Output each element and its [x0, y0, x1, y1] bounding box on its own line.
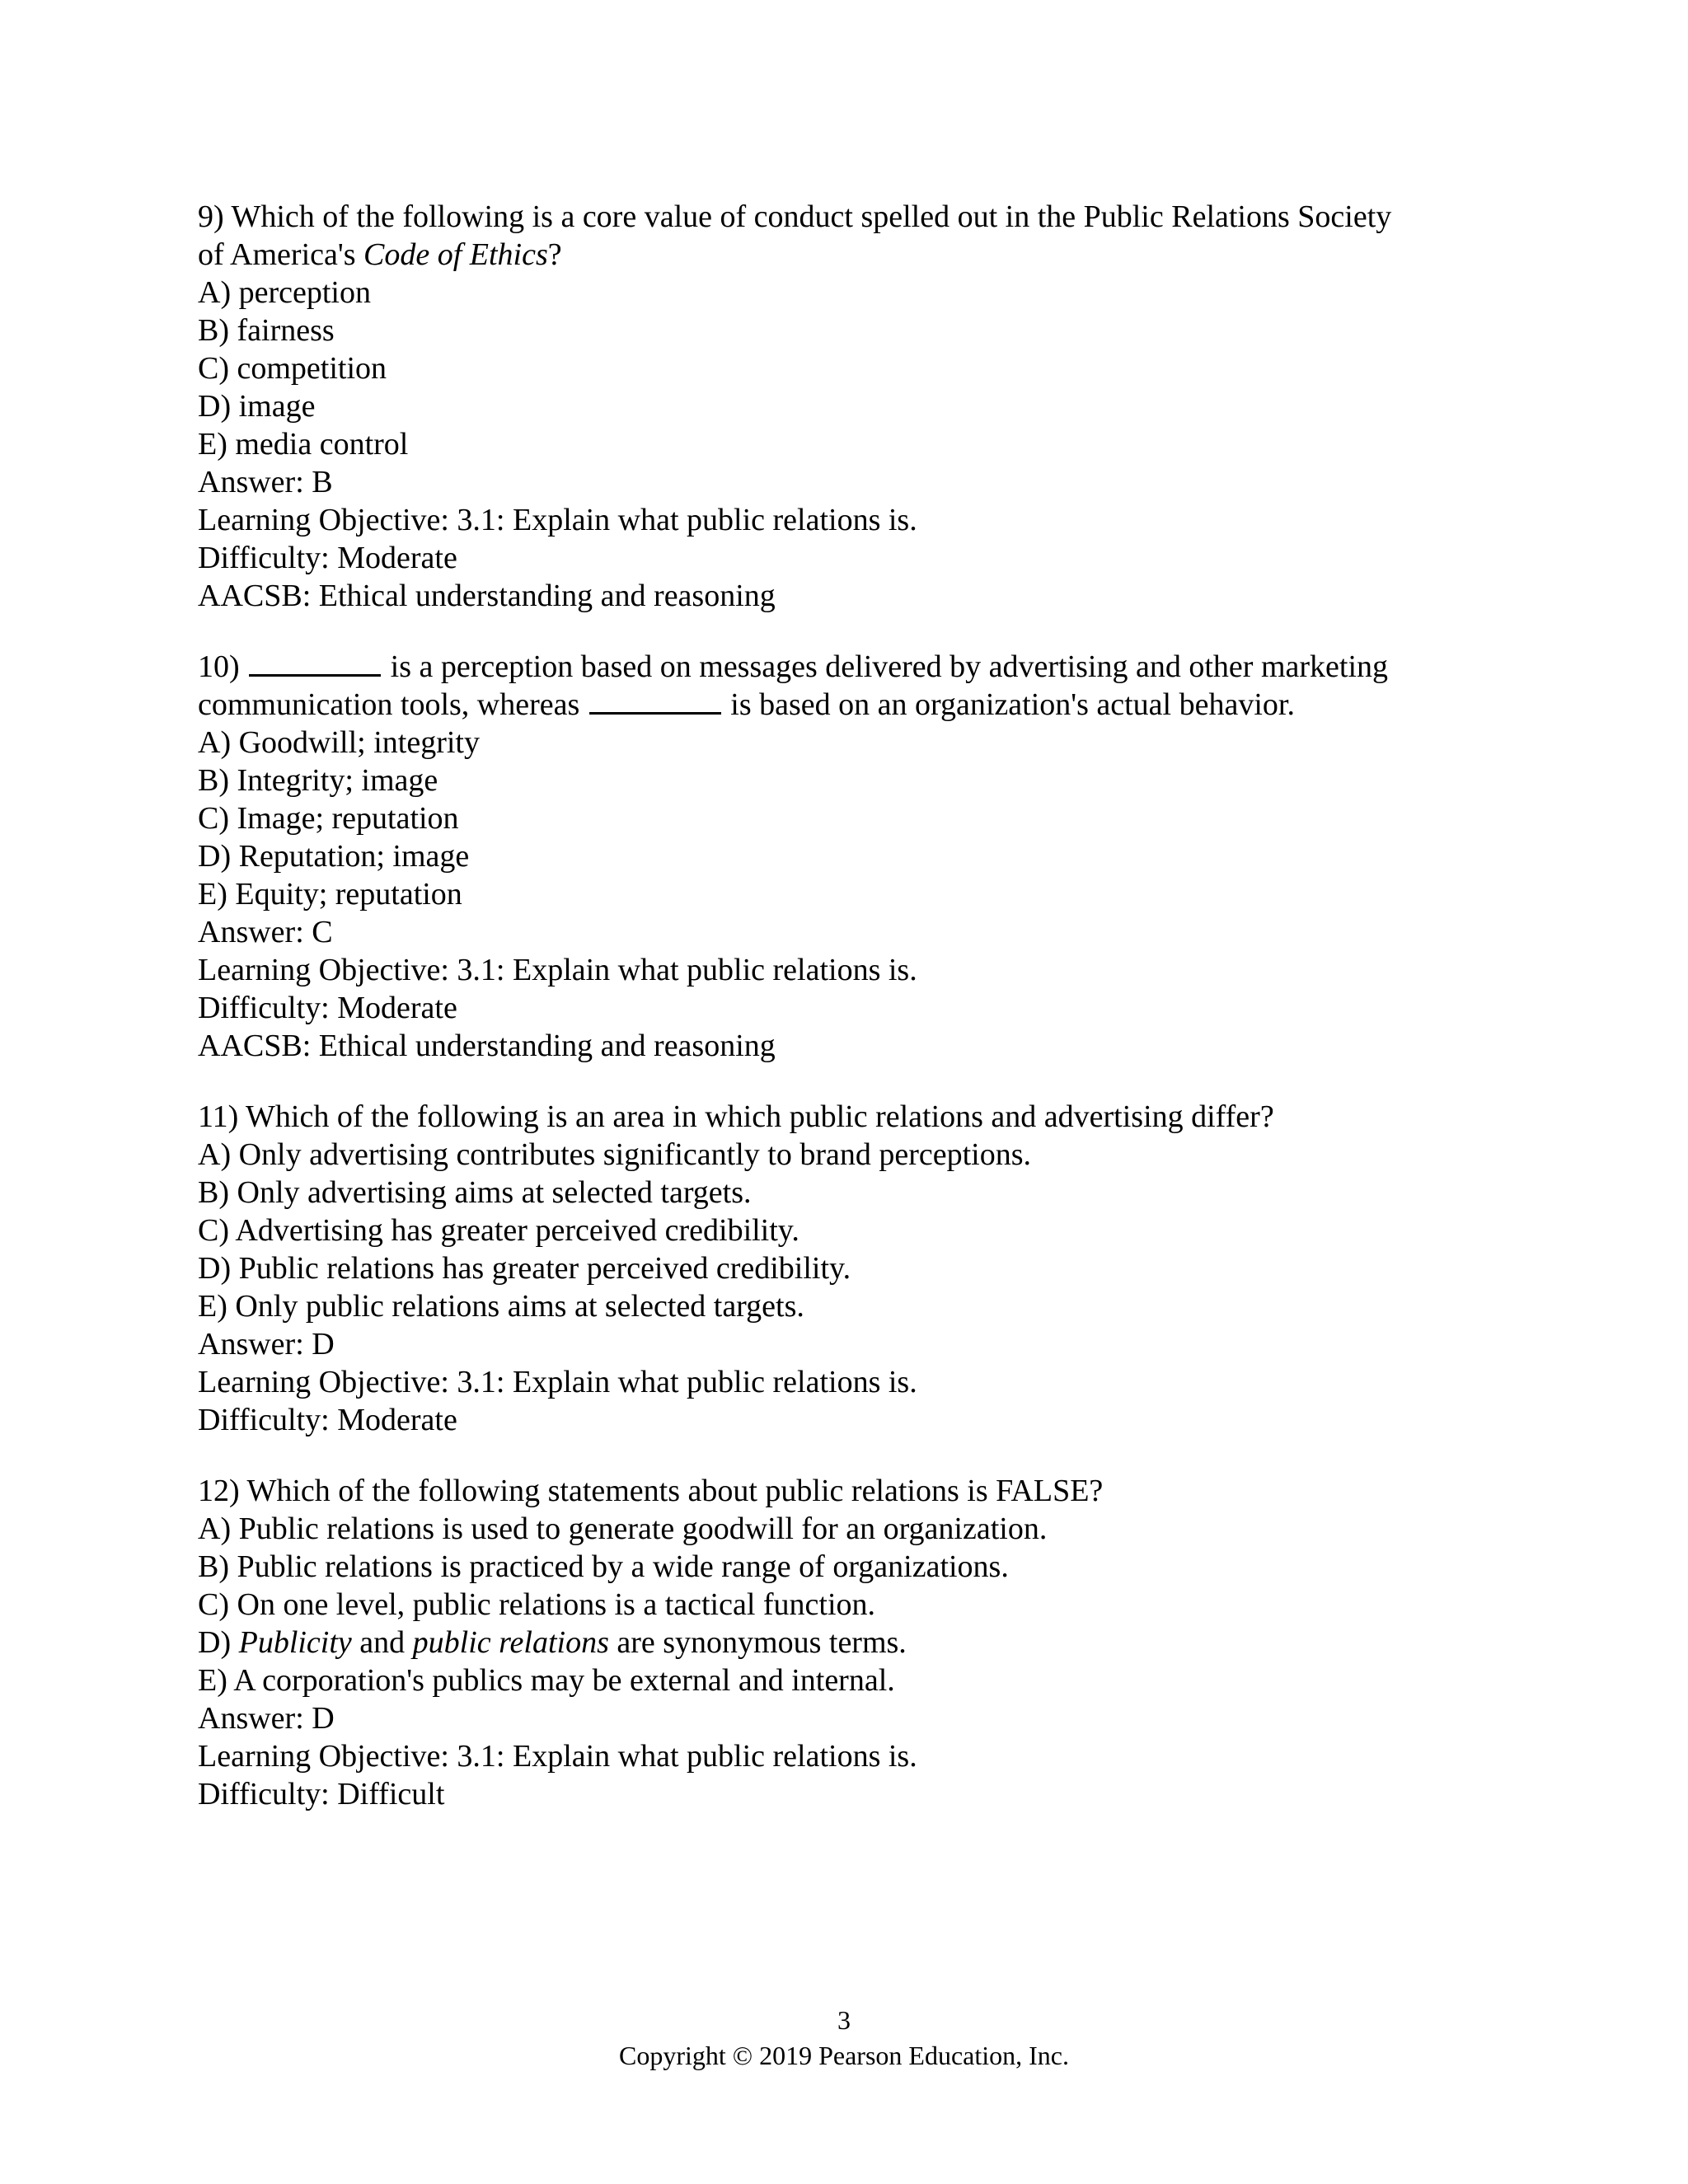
option-a: A) Public relations is used to generate goodwill for an organization.	[198, 1511, 1048, 1546]
question-9-stem-italic: Code of Ethics	[363, 237, 548, 272]
question-10-stem-text-1: is a perception based on messages delivered by advertising and other marketing	[382, 649, 1388, 684]
question-9	[198, 198, 1517, 615]
question-9-stem-line-2	[198, 236, 1517, 274]
option-d-italic-public-relations: public relations	[412, 1625, 609, 1660]
fill-in-blank-1	[249, 649, 381, 677]
copyright-notice: Copyright © 2019 Pearson Education, Inc.	[619, 2041, 1069, 2070]
option-e: E) Only public relations aims at selected targets.	[198, 1289, 804, 1324]
difficulty: Difficulty: Moderate	[198, 1403, 457, 1437]
learning-objective: Learning Objective: 3.1: Explain what public relations is.	[198, 953, 917, 987]
question-12-stem: 12) Which of the following statements about public relations is FALSE?	[198, 1474, 1104, 1508]
option-d	[198, 1624, 1517, 1661]
option-d-middle: and	[351, 1625, 413, 1660]
option-e: E) media control	[198, 427, 409, 462]
difficulty: Difficulty: Difficult	[198, 1777, 445, 1811]
option-e: E) A corporation's publics may be external and internal.	[198, 1663, 895, 1698]
question-11	[198, 1098, 1517, 1439]
option-d: D) image	[198, 389, 316, 424]
option-b: B) fairness	[198, 313, 335, 348]
question-11-stem: 11) Which of the following is an area in which public relations and advertising differ?	[198, 1099, 1274, 1134]
question-10	[198, 648, 1517, 1065]
question-12	[198, 1472, 1517, 1813]
option-c: C) On one level, public relations is a tactical function.	[198, 1587, 876, 1622]
question-10-stem-text-2: communication tools, whereas	[198, 687, 588, 722]
question-10-stem-line-2	[198, 686, 1517, 724]
answer: Answer: C	[198, 915, 333, 949]
question-10-stem-line-1	[198, 648, 1517, 686]
question-9-stem-line-1: 9) Which of the following is a core value of conduct spelled out in the Public Relations Society	[198, 199, 1392, 234]
question-9-stem-text: of America's	[198, 237, 364, 272]
option-a: A) Goodwill; integrity	[198, 725, 480, 760]
answer: Answer: D	[198, 1327, 335, 1361]
option-d: D) Public relations has greater perceived credibility.	[198, 1251, 851, 1286]
difficulty: Difficulty: Moderate	[198, 991, 457, 1025]
question-list	[198, 198, 1517, 1846]
option-b: B) Only advertising aims at selected targets.	[198, 1175, 752, 1210]
question-10-number: 10)	[198, 649, 240, 684]
option-c: C) competition	[198, 351, 387, 386]
learning-objective: Learning Objective: 3.1: Explain what public relations is.	[198, 503, 917, 537]
answer: Answer: B	[198, 465, 333, 499]
option-b: B) Public relations is practiced by a wide range of organizations.	[198, 1549, 1009, 1584]
answer: Answer: D	[198, 1701, 335, 1736]
option-c: C) Advertising has greater perceived credibility.	[198, 1213, 799, 1248]
question-10-stem-text-3: is based on an organization's actual behavior.	[722, 687, 1295, 722]
option-d-prefix: D)	[198, 1625, 239, 1660]
option-d-suffix: are synonymous terms.	[608, 1625, 907, 1660]
aacsb: AACSB: Ethical understanding and reasoning	[198, 579, 776, 613]
learning-objective: Learning Objective: 3.1: Explain what public relations is.	[198, 1739, 917, 1774]
page-number: 3	[837, 2005, 851, 2035]
fill-in-blank-2	[589, 687, 721, 715]
option-c: C) Image; reputation	[198, 801, 459, 836]
aacsb: AACSB: Ethical understanding and reasoning	[198, 1029, 776, 1063]
question-9-stem-end: ?	[547, 237, 562, 272]
learning-objective: Learning Objective: 3.1: Explain what public relations is.	[198, 1365, 917, 1399]
option-a: A) Only advertising contributes significantly to brand perceptions.	[198, 1137, 1031, 1172]
option-e: E) Equity; reputation	[198, 877, 462, 912]
option-d-italic-publicity: Publicity	[238, 1625, 352, 1660]
option-d: D) Reputation; image	[198, 839, 470, 874]
option-a: A) perception	[198, 275, 371, 310]
difficulty: Difficulty: Moderate	[198, 541, 457, 575]
option-b: B) Integrity; image	[198, 763, 438, 798]
